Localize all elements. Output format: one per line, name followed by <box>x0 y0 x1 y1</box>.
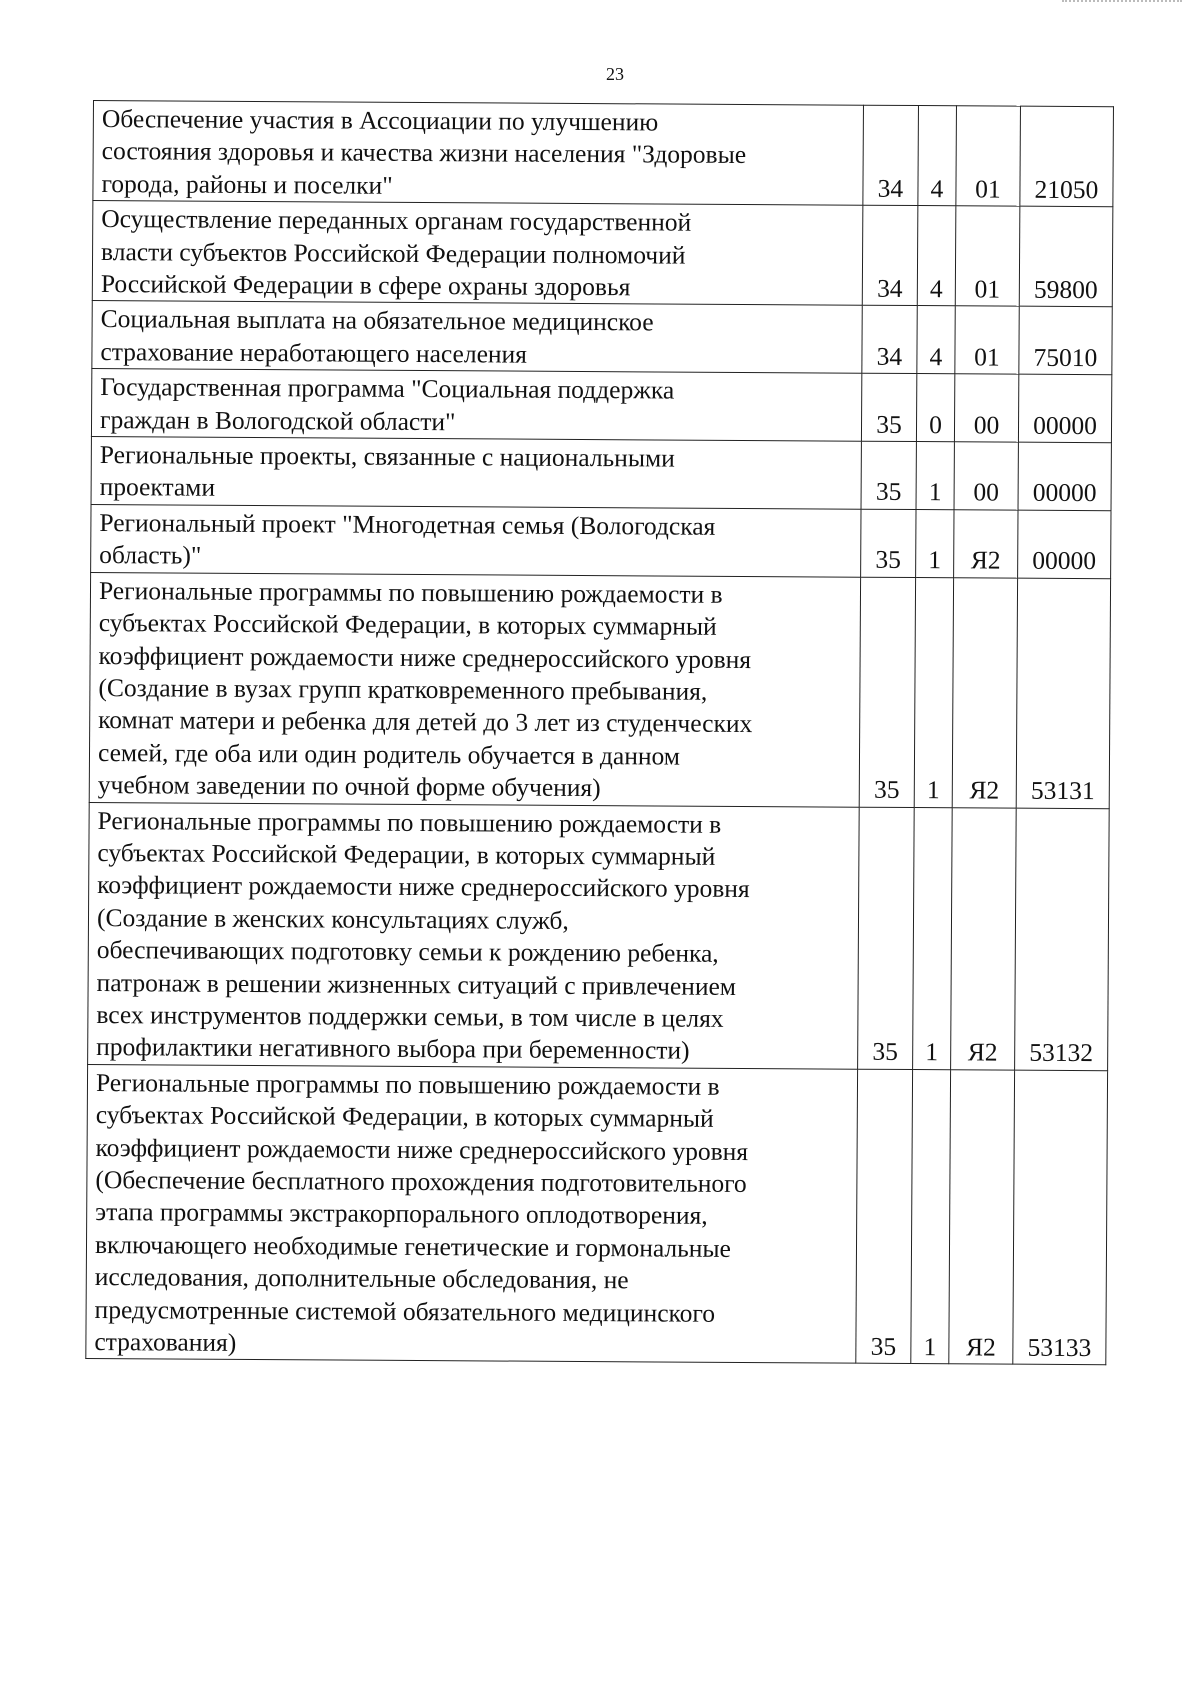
description-line: субъектах Российской Федерации, в которых суммарный <box>97 837 716 871</box>
description-line: Региональные проекты, связанные с национальными <box>99 440 675 473</box>
description-line: состояния здоровья и качества жизни населения "Здоровые <box>101 136 747 170</box>
budget-classification-table <box>85 100 1114 1366</box>
subprogram-code: 4 <box>918 106 957 206</box>
expense-code: 53131 <box>1016 578 1110 808</box>
subprogram-code: 4 <box>917 206 956 306</box>
expense-code: 53132 <box>1015 808 1110 1071</box>
row-description <box>91 369 861 442</box>
row-description <box>91 504 861 577</box>
description-line: учебном заведении по очной форме обучения) <box>97 770 601 803</box>
description-line: (Создание в вузах групп кратковременного пребывания, <box>98 672 708 706</box>
program-code: 35 <box>858 807 915 1070</box>
row-description <box>92 301 862 374</box>
program-code: 35 <box>859 577 915 807</box>
program-code: 35 <box>861 509 916 577</box>
expense-code: 75010 <box>1019 307 1112 375</box>
description-line: коэффициент рождаемости ниже среднероссийского уровня <box>95 1132 749 1166</box>
description-line: профилактики негативного выбора при беременности) <box>96 1032 690 1066</box>
description-line: обеспечивающих подготовку семьи к рождению ребенка, <box>96 935 719 968</box>
direction-code: Я2 <box>949 1070 1015 1365</box>
description-line: Обеспечение участия в Ассоциации по улучшению <box>101 104 659 137</box>
row-description <box>92 201 863 306</box>
description-line: коэффициент рождаемости ниже среднероссийского уровня <box>97 870 750 904</box>
description-line: проектами <box>99 472 216 503</box>
direction-code: 01 <box>956 106 1021 207</box>
scan-edge-mark <box>1062 0 1182 6</box>
expense-code: 00000 <box>1018 374 1111 442</box>
table-row <box>86 1064 1108 1365</box>
expense-code: 21050 <box>1020 106 1114 207</box>
description-line: субъектах Российской Федерации, в которых суммарный <box>98 608 717 641</box>
row-description <box>91 437 861 510</box>
page-number: 23 <box>606 64 624 84</box>
subprogram-code: 1 <box>914 577 953 807</box>
description-line: власти субъектов Российской Федерации полномочий <box>100 236 686 270</box>
subprogram-code: 1 <box>911 1069 951 1364</box>
direction-code: 01 <box>955 206 1020 307</box>
description-line: Региональные программы по повышению рождаемости в <box>98 575 723 609</box>
description-line: Российской Федерации в сфере охраны здоровья <box>100 269 631 302</box>
table-row <box>92 201 1113 307</box>
description-line: семей, где оба или один родитель обучается в данном <box>97 737 681 771</box>
subprogram-code: 1 <box>916 509 954 577</box>
description-line: область)" <box>99 540 202 570</box>
table-body <box>86 101 1114 1366</box>
expense-code: 00000 <box>1018 442 1111 510</box>
subprogram-code: 4 <box>917 306 955 374</box>
program-code: 34 <box>862 205 918 306</box>
direction-code: Я2 <box>952 577 1017 807</box>
row-description <box>88 802 860 1069</box>
description-line: Региональный проект "Многодетная семья (Вологодская <box>99 507 716 541</box>
description-line: Государственная программа "Социальная поддержка <box>100 372 675 405</box>
description-line: граждан в Вологодской области" <box>99 404 456 436</box>
expense-code: 53133 <box>1013 1070 1108 1365</box>
description-line: города, районы и поселки" <box>101 168 393 200</box>
description-line: субъектах Российской Федерации, в которых суммарный <box>95 1100 714 1133</box>
direction-code: 01 <box>955 306 1019 374</box>
description-line: Социальная выплата на обязательное медицинское <box>100 304 654 337</box>
subprogram-code: 1 <box>916 442 954 510</box>
direction-code: Я2 <box>954 510 1018 578</box>
description-line: Осуществление переданных органам государственной <box>101 204 692 237</box>
subprogram-code: 0 <box>916 374 954 442</box>
budget-table-container <box>93 100 1113 1363</box>
description-line: страхования) <box>94 1327 237 1357</box>
description-line: страхование неработающего населения <box>100 336 528 369</box>
description-line: Региональные программы по повышению рождаемости в <box>95 1067 720 1101</box>
program-code: 35 <box>856 1069 913 1364</box>
table-row <box>93 101 1114 207</box>
description-line: патронаж в решении жизненных ситуаций с привлечением <box>96 967 737 1001</box>
description-line: комнат матери и ребенка для детей до 3 лет из студенческих <box>98 705 753 739</box>
program-code: 35 <box>861 441 916 509</box>
description-line: включающего необходимые генетические и гормональные <box>94 1229 732 1263</box>
description-line: коэффициент рождаемости ниже среднероссийского уровня <box>98 640 752 674</box>
description-line: (Обеспечение бесплатного прохождения подготовительного <box>95 1165 747 1199</box>
table-row <box>92 301 1112 375</box>
table-row <box>91 437 1111 511</box>
table-row <box>88 802 1110 1070</box>
table-row <box>91 504 1111 578</box>
row-description <box>89 572 860 807</box>
subprogram-code: 1 <box>913 807 953 1069</box>
description-line: (Создание в женских консультациях служб, <box>96 902 569 935</box>
expense-code: 59800 <box>1019 206 1113 307</box>
direction-code: 00 <box>954 442 1018 510</box>
direction-code: 00 <box>954 374 1018 442</box>
table-row <box>89 572 1110 808</box>
description-line: Региональные программы по повышению рождаемости в <box>97 805 722 839</box>
program-code: 34 <box>863 105 919 206</box>
direction-code: Я2 <box>951 807 1017 1070</box>
description-line: предусмотренные системой обязательного медицинского <box>94 1294 716 1328</box>
program-code: 34 <box>862 306 917 374</box>
description-line: этапа программы экстракорпорального оплодотворения, <box>95 1197 708 1231</box>
description-line: исследования, дополнительные обследования, не <box>94 1262 629 1295</box>
program-code: 35 <box>861 373 916 441</box>
description-line: всех инструментов поддержки семьи, в том числе в целях <box>96 1000 724 1033</box>
row-description <box>86 1064 858 1363</box>
row-description <box>93 101 864 206</box>
expense-code: 00000 <box>1018 510 1111 578</box>
table-row <box>91 369 1111 443</box>
